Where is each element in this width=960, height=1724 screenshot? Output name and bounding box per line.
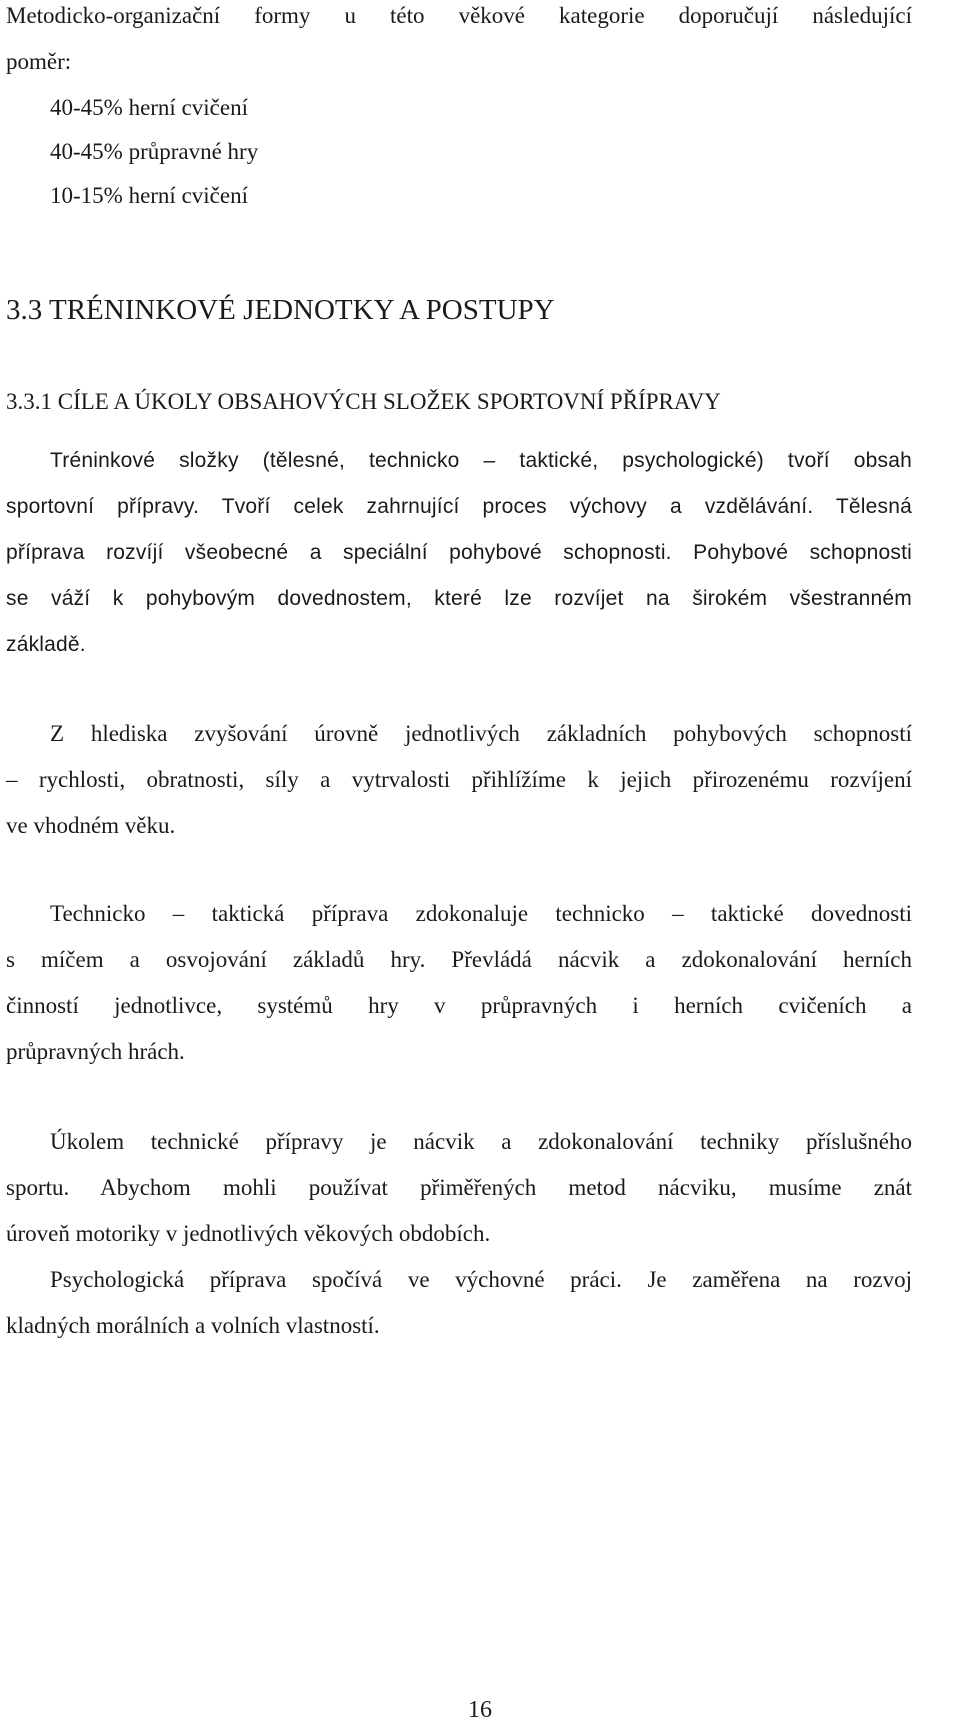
paragraph-line: Technicko – taktická příprava zdokonaluje technicko – taktické dovednosti [50,901,912,926]
paragraph-line: činností jednotlivce, systémů hry v průpravných i herních cvičeních a [6,993,912,1018]
paragraph-line: sportu. Abychom mohli používat přiměřených metod nácviku, musíme znát [6,1175,912,1200]
paragraph-line: ve vhodném věku. [6,813,176,838]
paragraph-line: Úkolem technické přípravy je nácvik a zdokonalování techniky příslušného [50,1129,912,1154]
paragraph-line: základě. [6,633,86,656]
ratio-item: 40-45% průpravné hry [50,139,259,164]
paragraph-line: příprava rozvíjí všeobecné a speciální pohybové schopnosti. Pohybové schopnosti [6,541,912,564]
paragraph-line: s míčem a osvojování základů hry. Převládá nácvik a zdokonalování herních [6,947,912,972]
paragraph-line: kladných morálních a volních vlastností. [6,1313,380,1338]
paragraph-line: Z hlediska zvyšování úrovně jednotlivých základních pohybových schopností [50,721,912,746]
paragraph-line: průpravných hrách. [6,1039,185,1064]
page-number: 16 [468,1697,492,1723]
section-heading: 3.3 TRÉNINKOVÉ JEDNOTKY A POSTUPY [6,294,555,326]
paragraph-line: – rychlosti, obratnosti, síly a vytrvalosti přihlížíme k jejich přirozenému rozvíjení [6,767,912,792]
paragraph-line: sportovní přípravy. Tvoří celek zahrnující proces výchovy a vzdělávání. Tělesná [6,495,912,518]
ratio-item: 40-45% herní cvičení [50,95,248,120]
intro-line-1: Metodicko-organizační formy u této věkové kategorie doporučují následující [6,3,912,28]
paragraph-line: úroveň motoriky v jednotlivých věkových obdobích. [6,1221,491,1246]
subsection-heading: 3.3.1 CÍLE A ÚKOLY OBSAHOVÝCH SLOŽEK SPORTOVNÍ PŘÍPRAVY [6,389,721,414]
ratio-item: 10-15% herní cvičení [50,183,248,208]
paragraph-line: Psychologická příprava spočívá ve výchovné práci. Je zaměřena na rozvoj [50,1267,912,1292]
paragraph-line: se váží k pohybovým dovednostem, které lze rozvíjet na širokém všestranném [6,587,912,610]
paragraph-line: Tréninkové složky (tělesné, technicko – taktické, psychologické) tvoří obsah [50,449,912,472]
intro-line-2: poměr: [6,49,72,74]
